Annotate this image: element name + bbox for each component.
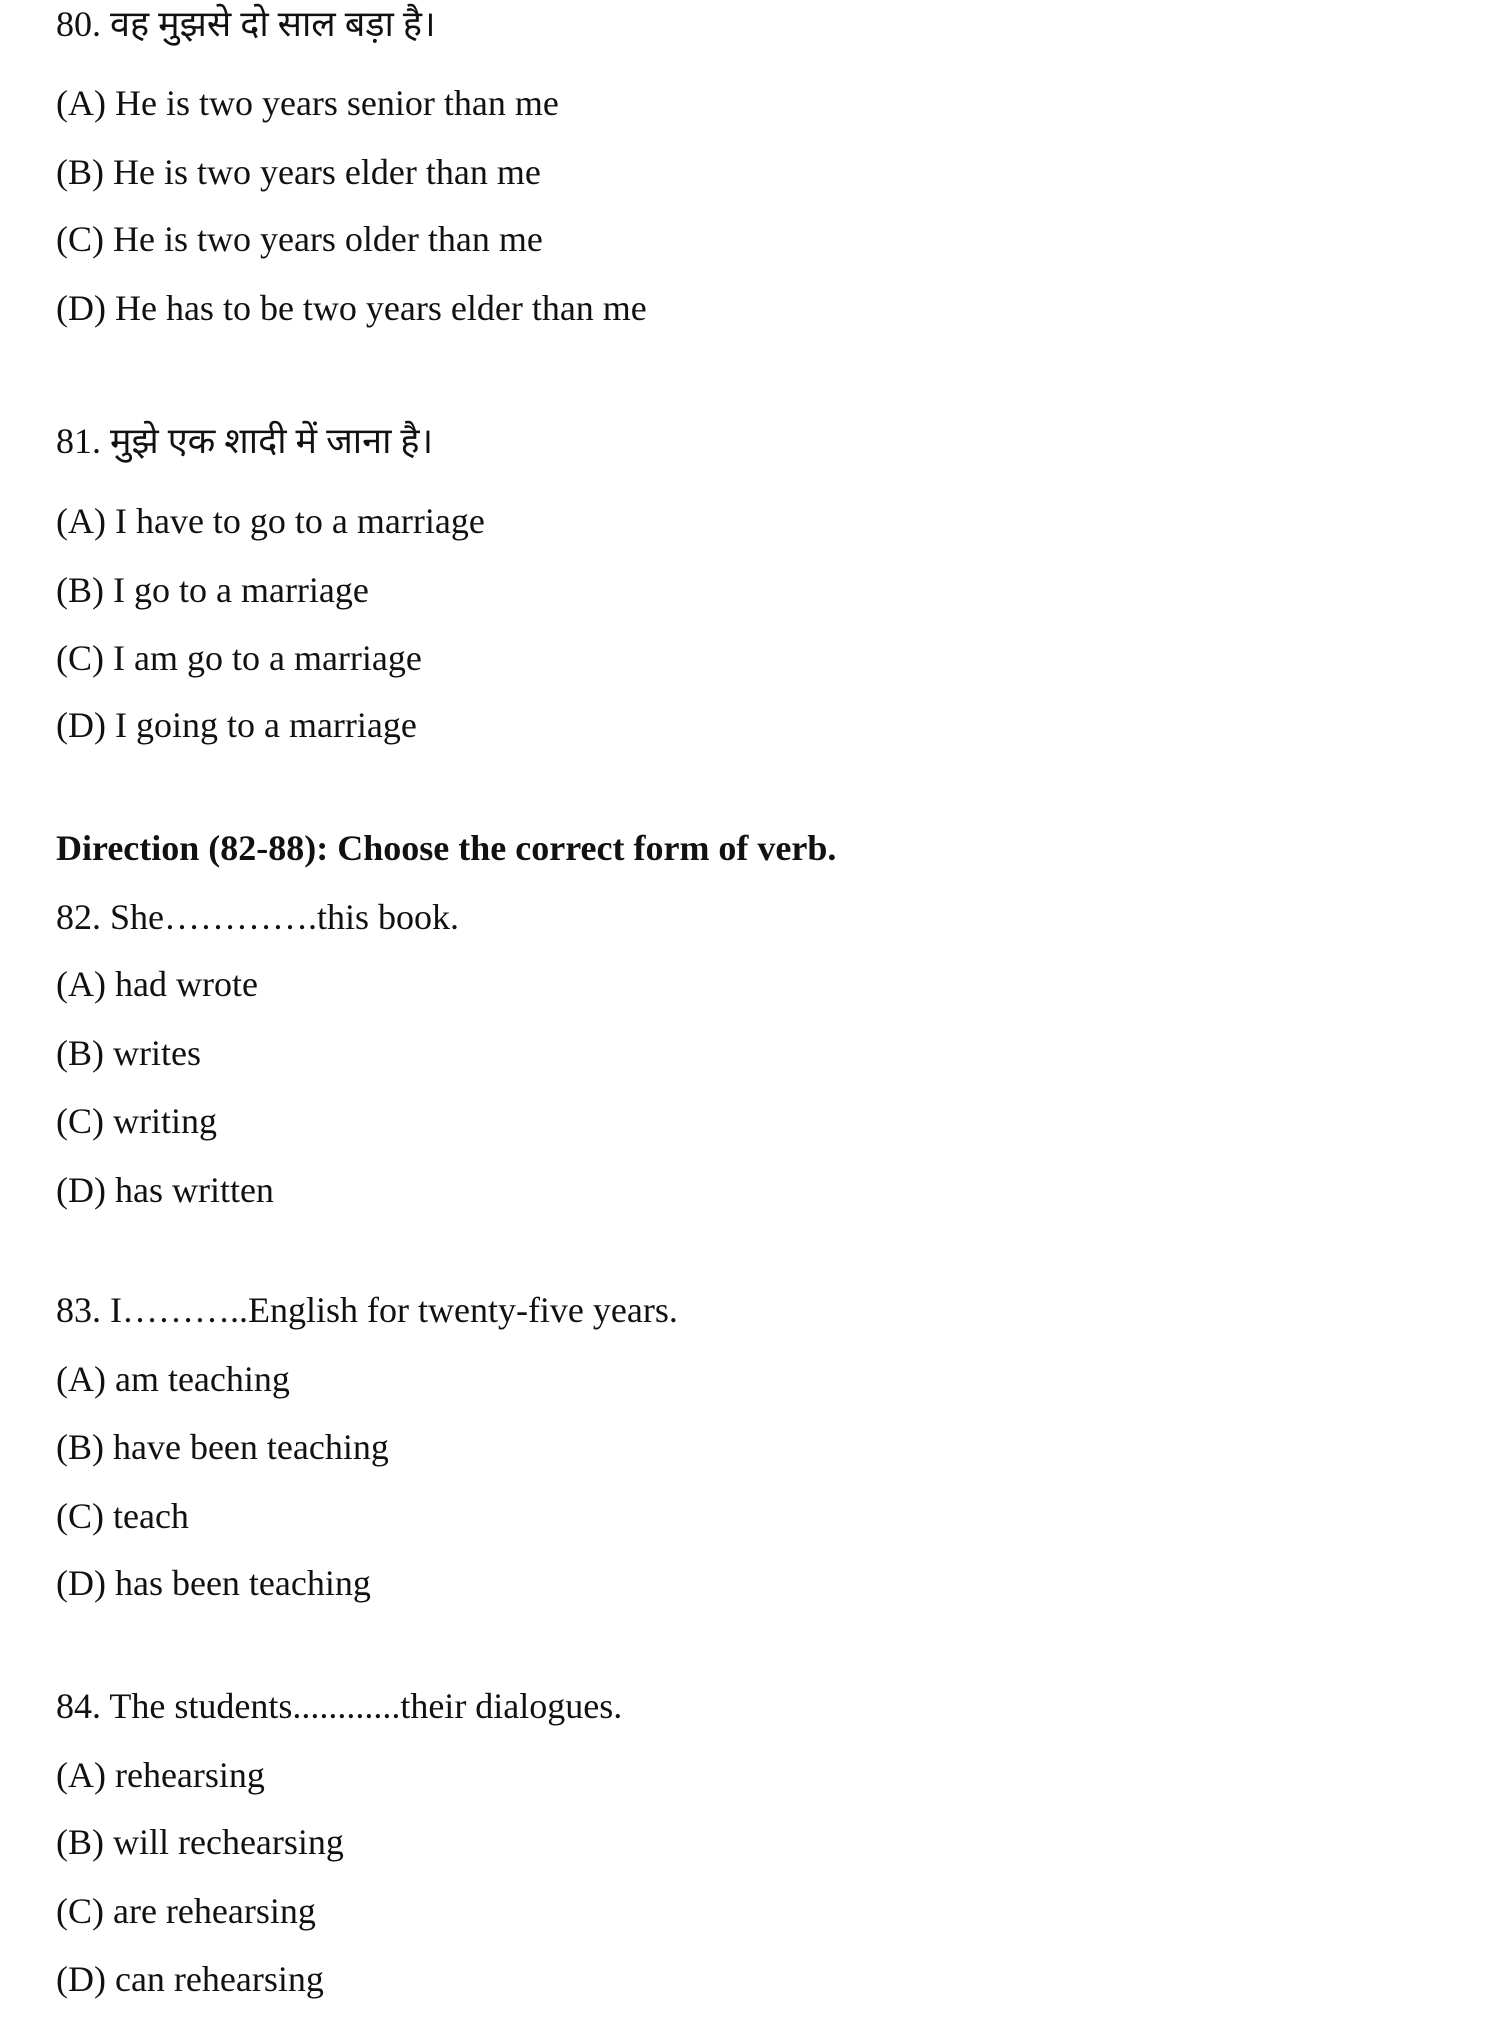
question-number: 83. <box>56 1290 101 1330</box>
question-84-stem <box>56 1672 622 1740</box>
question-number: 81. <box>56 421 101 461</box>
option-d: (D) has been teaching <box>56 1563 371 1603</box>
option-c: (C) are rehearsing <box>56 1891 316 1931</box>
option-b: (B) writes <box>56 1033 201 1073</box>
question-81-stem <box>56 407 433 475</box>
question-text: वह मुझसे दो साल बड़ा है। <box>110 4 436 44</box>
option-d: (D) can rehearsing <box>56 1959 324 1999</box>
option-b: (B) have been teaching <box>56 1427 389 1467</box>
option-d: (D) I going to a marriage <box>56 705 417 745</box>
option-c: (C) I am go to a marriage <box>56 638 422 678</box>
question-text: She………….this book. <box>110 897 460 937</box>
option-d: (D) has written <box>56 1170 274 1210</box>
option-c: (C) He is two years older than me <box>56 219 543 259</box>
option-b: (B) will rechearsing <box>56 1822 344 1862</box>
question-83-stem <box>56 1276 678 1344</box>
question-number: 84. <box>56 1686 101 1726</box>
question-80-stem <box>56 0 436 58</box>
option-c: (C) writing <box>56 1101 217 1141</box>
question-text: I………..English for twenty-five years. <box>110 1290 678 1330</box>
question-text: The students............their dialogues. <box>109 1686 623 1726</box>
option-a: (A) I have to go to a marriage <box>56 501 485 541</box>
option-c: (C) teach <box>56 1496 189 1536</box>
question-number: 80. <box>56 4 101 44</box>
question-82-stem <box>56 883 459 951</box>
direction-heading: Direction (82-88): Choose the correct form of verb. <box>56 828 837 868</box>
option-b: (B) I go to a marriage <box>56 570 369 610</box>
option-b: (B) He is two years elder than me <box>56 152 541 192</box>
question-number: 82. <box>56 897 101 937</box>
question-text: मुझे एक शादी में जाना है। <box>110 421 434 461</box>
option-a: (A) am teaching <box>56 1359 290 1399</box>
option-a: (A) had wrote <box>56 964 258 1004</box>
option-d: (D) He has to be two years elder than me <box>56 288 647 328</box>
option-a: (A) He is two years senior than me <box>56 83 559 123</box>
option-a: (A) rehearsing <box>56 1755 265 1795</box>
